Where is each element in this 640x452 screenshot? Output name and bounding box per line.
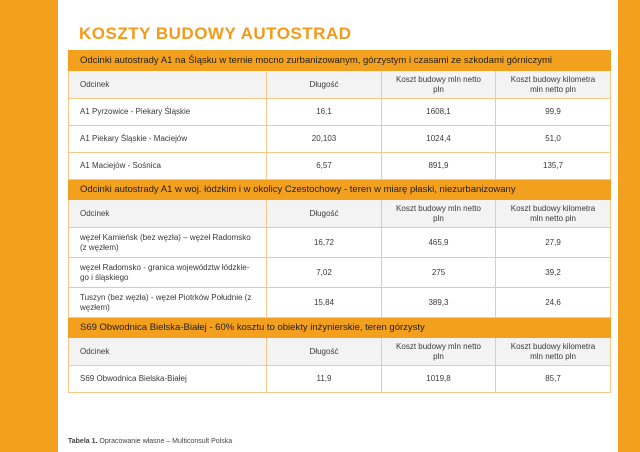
caption-text: Opracowanie własne – Multiconsult Polska [99, 438, 233, 445]
column-header-cost-per-km: Koszt budowy kilometra mln netto pln [496, 71, 611, 99]
cell-cost: 1608,1 [382, 99, 496, 126]
section-header [69, 318, 611, 338]
column-header-cost: Koszt budowy mln netto pln [382, 200, 496, 228]
cell-cost-per-km: 135,7 [496, 153, 611, 180]
left-accent-bar [0, 0, 58, 452]
caption-label: Tabela 1. [68, 438, 98, 445]
cell-cost: 389,3 [382, 288, 496, 318]
column-header-length: Długość [267, 338, 382, 366]
column-header-length: Długość [267, 71, 382, 99]
table-caption [68, 438, 232, 445]
cell-length: 16,72 [267, 228, 382, 258]
cell-cost-per-km: 51,0 [496, 126, 611, 153]
cell-length: 15,84 [267, 288, 382, 318]
column-header-cost-per-km: Koszt budowy kilometra mln netto pln [496, 200, 611, 228]
table-row [69, 228, 611, 258]
cost-table [68, 50, 610, 393]
cell-cost: 275 [382, 258, 496, 288]
column-header-length: Długość [267, 200, 382, 228]
table-row [69, 258, 611, 288]
section-title: S69 Obwodnica Bielska-Białej - 60% kosztu to obiekty inżynierskie, teren górzysty [69, 318, 611, 338]
table-row [69, 153, 611, 180]
cell-length: 11,9 [267, 366, 382, 393]
cell-cost: 1024,4 [382, 126, 496, 153]
cell-length: 7,02 [267, 258, 382, 288]
cell-segment: Tuszyn (bez węzła) - węzeł Piotrków Południe (z węzłem) [69, 288, 267, 318]
section-title: Odcinki autostrady A1 w woj. łódzkim i w okolicy Czestochowy - teren w miarę płaski, niezurbanizowany [69, 180, 611, 200]
column-header-row [69, 71, 611, 99]
cell-cost-per-km: 27,9 [496, 228, 611, 258]
cell-cost-per-km: 99,9 [496, 99, 611, 126]
column-header-segment: Odcinek [69, 71, 267, 99]
section-header [69, 51, 611, 71]
section-title: Odcinki autostrady A1 na Śląsku w ternie mocno zurbanizowanym, górzystym i czasami ze szkodami górniczymi [69, 51, 611, 71]
cell-cost-per-km: 24,6 [496, 288, 611, 318]
column-header-cost-per-km: Koszt budowy kilometra mln netto pln [496, 338, 611, 366]
cell-segment: węzeł Radomsko - granica województw łódzkie-go i śląskiego [69, 258, 267, 288]
cell-segment: A1 Pyrzowice - Piekary Śląskie [69, 99, 267, 126]
column-header-row [69, 338, 611, 366]
cell-cost: 465,9 [382, 228, 496, 258]
cell-segment: A1 Piekary Śląskie - Maciejów [69, 126, 267, 153]
page-title: KOSZTY BUDOWY AUTOSTRAD [79, 24, 352, 43]
cell-length: 16,1 [267, 99, 382, 126]
cell-segment: A1 Maciejów - Sośnica [69, 153, 267, 180]
cell-segment: węzeł Kamieńsk (bez węzła) – węzeł Radomsko (z węzłem) [69, 228, 267, 258]
column-header-row [69, 200, 611, 228]
cell-length: 20,103 [267, 126, 382, 153]
cell-cost-per-km: 39,2 [496, 258, 611, 288]
table-row [69, 126, 611, 153]
table-row [69, 288, 611, 318]
cell-cost: 891,9 [382, 153, 496, 180]
section-header [69, 180, 611, 200]
cell-segment: S69 Obwodnica Bielska-Białej [69, 366, 267, 393]
cell-cost: 1019,8 [382, 366, 496, 393]
column-header-segment: Odcinek [69, 200, 267, 228]
table-row [69, 99, 611, 126]
table-row [69, 366, 611, 393]
column-header-cost: Koszt budowy mln netto pln [382, 338, 496, 366]
column-header-segment: Odcinek [69, 338, 267, 366]
cell-cost-per-km: 85,7 [496, 366, 611, 393]
cell-length: 6,57 [267, 153, 382, 180]
column-header-cost: Koszt budowy mln netto pln [382, 71, 496, 99]
right-accent-bar [618, 0, 640, 452]
